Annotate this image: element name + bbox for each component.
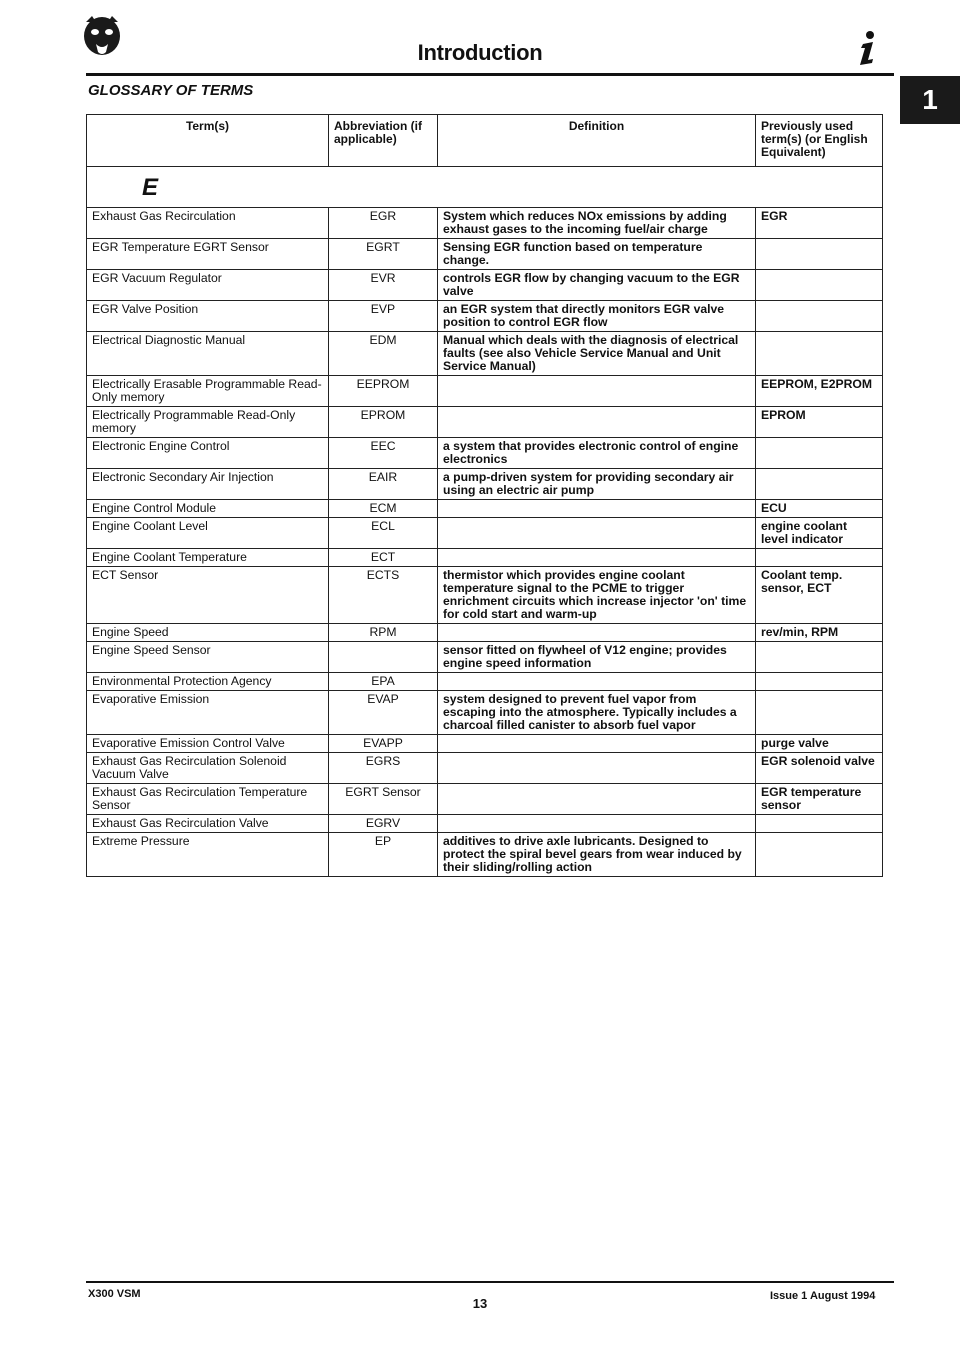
previous-term-cell <box>756 332 883 376</box>
table-row <box>87 642 883 673</box>
previous-term-cell <box>756 301 883 332</box>
term-cell: Electrically Erasable Programmable Read-Only memory <box>87 376 329 407</box>
term-cell: EGR Temperature EGRT Sensor <box>87 239 329 270</box>
abbreviation-cell: EPA <box>329 673 438 691</box>
table-row <box>87 673 883 691</box>
table-row <box>87 332 883 376</box>
term-cell: Engine Coolant Level <box>87 518 329 549</box>
term-cell: Engine Coolant Temperature <box>87 549 329 567</box>
term-cell: Evaporative Emission <box>87 691 329 735</box>
abbreviation-cell: ECT <box>329 549 438 567</box>
abbreviation-cell: EDM <box>329 332 438 376</box>
definition-cell <box>438 500 756 518</box>
definition-cell <box>438 376 756 407</box>
column-header-previous: Previously used term(s) (or English Equivalent) <box>756 115 883 167</box>
abbreviation-cell: EPROM <box>329 407 438 438</box>
definition-cell: additives to drive axle lubricants. Designed to protect the spiral bevel gears from wear induced by their sliding/rolling action <box>438 833 756 877</box>
term-cell: Extreme Pressure <box>87 833 329 877</box>
table-row <box>87 624 883 642</box>
term-cell: Engine Speed Sensor <box>87 642 329 673</box>
previous-term-cell: Coolant temp. sensor, ECT <box>756 567 883 624</box>
footer-rule <box>86 1281 894 1283</box>
table-row <box>87 815 883 833</box>
table-header-row <box>87 115 883 167</box>
abbreviation-cell: EVP <box>329 301 438 332</box>
definition-cell <box>438 518 756 549</box>
term-cell: Exhaust Gas Recirculation Solenoid Vacuum Valve <box>87 753 329 784</box>
previous-term-cell <box>756 642 883 673</box>
definition-cell <box>438 753 756 784</box>
table-row <box>87 301 883 332</box>
abbreviation-cell: EVAP <box>329 691 438 735</box>
table-row <box>87 208 883 239</box>
abbreviation-cell: EVAPP <box>329 735 438 753</box>
glossary-table <box>86 114 883 877</box>
abbreviation-cell: RPM <box>329 624 438 642</box>
page-header-title: Introduction <box>417 40 543 65</box>
previous-term-cell: EGR temperature sensor <box>756 784 883 815</box>
abbreviation-cell: ECTS <box>329 567 438 624</box>
table-row <box>87 518 883 549</box>
definition-cell <box>438 624 756 642</box>
previous-term-cell: EEPROM, E2PROM <box>756 376 883 407</box>
definition-cell: an EGR system that directly monitors EGR valve position to control EGR flow <box>438 301 756 332</box>
previous-term-cell: rev/min, RPM <box>756 624 883 642</box>
table-row <box>87 753 883 784</box>
definition-cell: a pump-driven system for providing secondary air using an electric air pump <box>438 469 756 500</box>
definition-cell: system designed to prevent fuel vapor from escaping into the atmosphere. Typically includes a charcoal filled canister to absorb fuel vapor <box>438 691 756 735</box>
footer-issue-date: Issue 1 August 1994 <box>770 1290 876 1302</box>
footer-document-code: X300 VSM <box>88 1288 141 1300</box>
previous-term-cell: purge valve <box>756 735 883 753</box>
term-cell: EGR Vacuum Regulator <box>87 270 329 301</box>
previous-term-cell <box>756 691 883 735</box>
table-row <box>87 691 883 735</box>
table-row <box>87 500 883 518</box>
definition-cell <box>438 735 756 753</box>
term-cell: Exhaust Gas Recirculation Valve <box>87 815 329 833</box>
abbreviation-cell: EGRT Sensor <box>329 784 438 815</box>
column-header-term: Term(s) <box>87 115 329 167</box>
abbreviation-cell: EVR <box>329 270 438 301</box>
table-row <box>87 376 883 407</box>
definition-cell <box>438 784 756 815</box>
previous-term-cell: EGR <box>756 208 883 239</box>
term-cell: Engine Control Module <box>87 500 329 518</box>
previous-term-cell <box>756 469 883 500</box>
column-header-definition: Definition <box>438 115 756 167</box>
table-row <box>87 784 883 815</box>
definition-cell: Manual which deals with the diagnosis of electrical faults (see also Vehicle Service Manual and Unit Service Manual) <box>438 332 756 376</box>
section-letter: E <box>87 167 883 208</box>
term-cell: Environmental Protection Agency <box>87 673 329 691</box>
previous-term-cell: engine coolant level indicator <box>756 518 883 549</box>
definition-cell: sensor fitted on flywheel of V12 engine; provides engine speed information <box>438 642 756 673</box>
term-cell: Electrical Diagnostic Manual <box>87 332 329 376</box>
previous-term-cell: EGR solenoid valve <box>756 753 883 784</box>
definition-cell <box>438 815 756 833</box>
table-row <box>87 735 883 753</box>
table-row <box>87 407 883 438</box>
previous-term-cell: ECU <box>756 500 883 518</box>
definition-cell: controls EGR flow by changing vacuum to the EGR valve <box>438 270 756 301</box>
definition-cell: System which reduces NOx emissions by adding exhaust gases to the incoming fuel/air charge <box>438 208 756 239</box>
table-row <box>87 469 883 500</box>
glossary-title: GLOSSARY OF TERMS <box>88 82 254 99</box>
abbreviation-cell: EGRS <box>329 753 438 784</box>
term-cell: Exhaust Gas Recirculation Temperature Sensor <box>87 784 329 815</box>
section-letter-row <box>87 167 883 208</box>
table-row <box>87 833 883 877</box>
abbreviation-cell: EGR <box>329 208 438 239</box>
abbreviation-cell: EAIR <box>329 469 438 500</box>
definition-cell <box>438 407 756 438</box>
term-cell: EGR Valve Position <box>87 301 329 332</box>
previous-term-cell <box>756 438 883 469</box>
term-cell: Engine Speed <box>87 624 329 642</box>
abbreviation-cell: ECL <box>329 518 438 549</box>
definition-cell: thermistor which provides engine coolant temperature signal to the PCME to trigger enrichment circuits which increase injector 'on' time for cold start and warm-up <box>438 567 756 624</box>
previous-term-cell <box>756 673 883 691</box>
abbreviation-cell: EGRV <box>329 815 438 833</box>
abbreviation-cell <box>329 642 438 673</box>
section-tab: 1 <box>900 76 960 124</box>
definition-cell <box>438 673 756 691</box>
footer-page-number: 13 <box>472 1296 488 1311</box>
previous-term-cell <box>756 239 883 270</box>
table-row <box>87 239 883 270</box>
abbreviation-cell: ECM <box>329 500 438 518</box>
abbreviation-cell: EEC <box>329 438 438 469</box>
previous-term-cell <box>756 549 883 567</box>
term-cell: ECT Sensor <box>87 567 329 624</box>
definition-cell: Sensing EGR function based on temperature change. <box>438 239 756 270</box>
abbreviation-cell: EGRT <box>329 239 438 270</box>
previous-term-cell: EPROM <box>756 407 883 438</box>
table-row <box>87 270 883 301</box>
definition-cell: a system that provides electronic control of engine electronics <box>438 438 756 469</box>
term-cell: Exhaust Gas Recirculation <box>87 208 329 239</box>
info-icon <box>855 30 879 66</box>
previous-term-cell <box>756 833 883 877</box>
definition-cell <box>438 549 756 567</box>
table-row <box>87 438 883 469</box>
previous-term-cell <box>756 815 883 833</box>
table-row <box>87 549 883 567</box>
term-cell: Electronic Secondary Air Injection <box>87 469 329 500</box>
abbreviation-cell: EEPROM <box>329 376 438 407</box>
term-cell: Electronic Engine Control <box>87 438 329 469</box>
table-row <box>87 567 883 624</box>
term-cell: Electrically Programmable Read-Only memory <box>87 407 329 438</box>
column-header-abbreviation: Abbreviation (if applicable) <box>329 115 438 167</box>
abbreviation-cell: EP <box>329 833 438 877</box>
previous-term-cell <box>756 270 883 301</box>
term-cell: Evaporative Emission Control Valve <box>87 735 329 753</box>
header-rule <box>86 73 894 76</box>
